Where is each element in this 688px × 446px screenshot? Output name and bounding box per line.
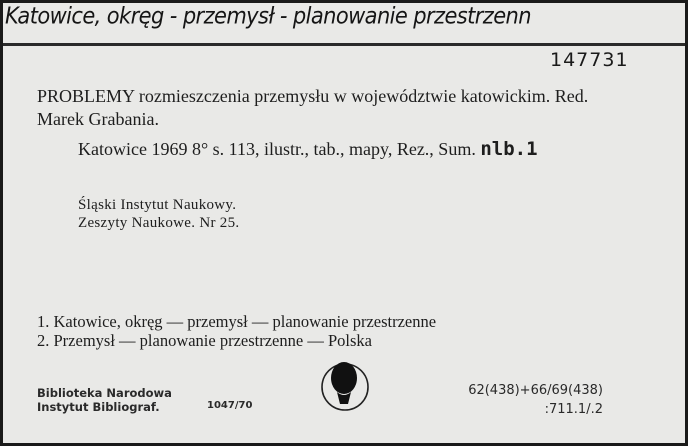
card-heading: Katowice, okręg - przemysł - planowanie przestrzenn	[5, 3, 531, 29]
classification-line-2: :711.1/.2	[544, 402, 603, 417]
subject-heading-2: 2. Przemysł — planowanie przestrzenne — Polska	[37, 331, 372, 350]
series-statement	[78, 196, 239, 232]
catalog-number: 147731	[550, 49, 629, 71]
title-prefix: PROBLEMY	[37, 86, 135, 106]
library-logo-icon	[317, 358, 377, 414]
title-rest: rozmieszczenia przemysłu w województwie katowickim. Red. Marek Grabania.	[37, 86, 589, 129]
shelf-signature: nlb.1	[480, 138, 538, 160]
institute-name: Instytut Bibliograf.	[37, 400, 160, 414]
heading-rule	[3, 43, 685, 46]
subject-headings	[37, 312, 436, 350]
subject-heading-1: 1. Katowice, okręg — przemysł — planowanie przestrzenne	[37, 312, 437, 331]
imprint-statement	[37, 138, 637, 161]
library-imprint	[37, 386, 172, 414]
print-code: 1047/70	[207, 400, 253, 411]
classification	[443, 381, 603, 419]
library-name: Biblioteka Narodowa	[37, 386, 172, 400]
classification-line-1: 62(438)+66/69(438)	[468, 383, 603, 398]
title-statement	[37, 85, 637, 131]
imprint-text: Katowice 1969 8° s. 113, ilustr., tab., mapy, Rez., Sum.	[78, 139, 481, 159]
series-line-2: Zeszyty Naukowe. Nr 25.	[78, 215, 240, 231]
catalog-card	[3, 3, 685, 443]
series-line-1: Śląski Instytut Naukowy.	[78, 197, 237, 213]
